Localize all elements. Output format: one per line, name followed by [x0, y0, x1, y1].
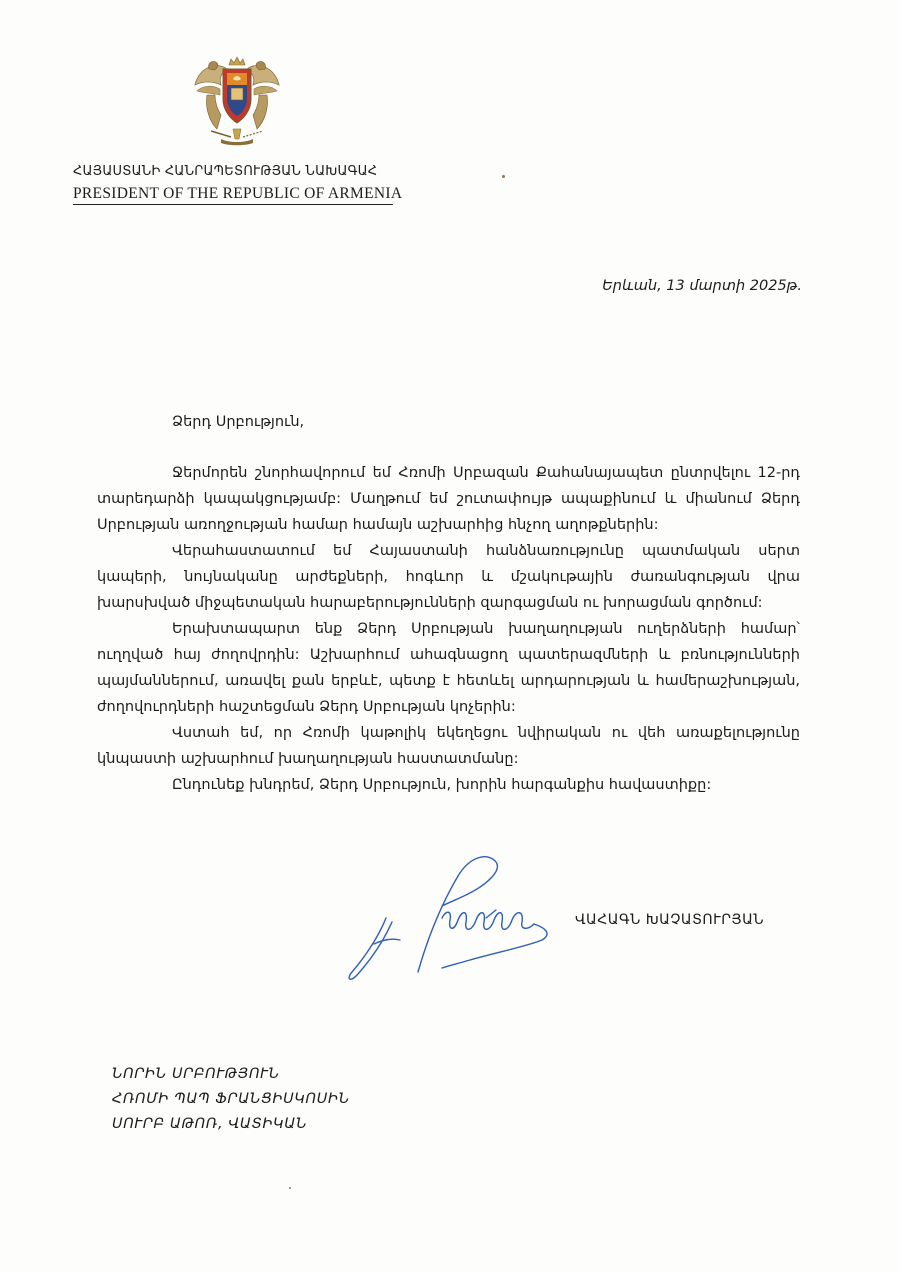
letterhead-title-en: PRESIDENT OF THE REPUBLIC OF ARMENIA: [73, 185, 403, 202]
coat-of-arms-of-armenia-icon: [187, 55, 287, 147]
body-paragraph: Վստահ եմ, որ Հռոմի կաթոլիկ եկեղեցու նվիրական ու վեհ առաքելությունը կնպաստի աշխարհում խաղաղության հաստատմանը:: [97, 725, 800, 767]
paper-speck: [289, 1187, 291, 1189]
body-paragraph: Վերահաստատում եմ Հայաստանի հանձնառությունը պատմական սերտ կապերի, նույնականը արժեքների, հոգևոր և մշակութային ժառանգության վրա խարսխված միջպետական հարաբերությունների զարգացման ու խորացման գործում:: [97, 543, 800, 611]
closing-paragraph: Ընդունեք խնդրեմ, Ձերդ Սրբություն, խորին հարգանքիս հավաստիքը:: [172, 777, 712, 793]
signer-name: ՎԱՀԱԳՆ ԽԱՉԱՏՈՒՐՅԱՆ: [575, 912, 765, 928]
handwritten-signature: [338, 848, 568, 983]
letterhead-divider: [73, 204, 393, 205]
paper-speck: [502, 175, 505, 178]
body-paragraph: Երախտապարտ ենք Ձերդ Սրբության խաղաղության ուղերձների համար՝ ուղղված հայ ժողովրդին: Աշխարհում ահագնացող պատերազմների և բռնությունների պայմաններում, առավել քան երբևէ, պետք է հետևել արդարության և համերաշխության, ժողովուրդների հաշտեցման Ձերդ Սրբության կոչերին:: [97, 621, 800, 715]
body-paragraph: Ջերմորեն շնորհավորում եմ Հռոմի Սրբազան Քահանայապետ ընտրվելու 12-րդ տարեդարձի կապակցությամբ: Մաղթում եմ շուտափույթ ապաքինում և միանում Ձերդ Սրբության առողջության համար համայն աշխարհից հնչող աղոթքներին:: [97, 465, 800, 533]
addressee-line: ՀՌՈՄԻ ՊԱՊ ՖՐԱՆՑԻՍԿՈՍԻՆ: [112, 1091, 350, 1107]
addressee-line: ՆՈՐԻՆ ՍՐԲՈՒԹՅՈՒՆ: [112, 1066, 280, 1082]
letter-date: Երևան, 13 մարտի 2025թ.: [602, 278, 802, 294]
letterhead-title-hy: ՀԱՅԱՍՏԱՆԻ ՀԱՆՐԱՊԵՏՈՒԹՅԱՆ ՆԱԽԱԳԱՀ: [73, 164, 378, 179]
addressee-block: [112, 1062, 350, 1137]
addressee-line: ՍՈՒՐԲ ԱԹՈՌ, ՎԱՏԻԿԱՆ: [112, 1116, 308, 1132]
salutation: Ձերդ Սրբություն,: [172, 414, 305, 430]
letter-body: [97, 460, 800, 798]
